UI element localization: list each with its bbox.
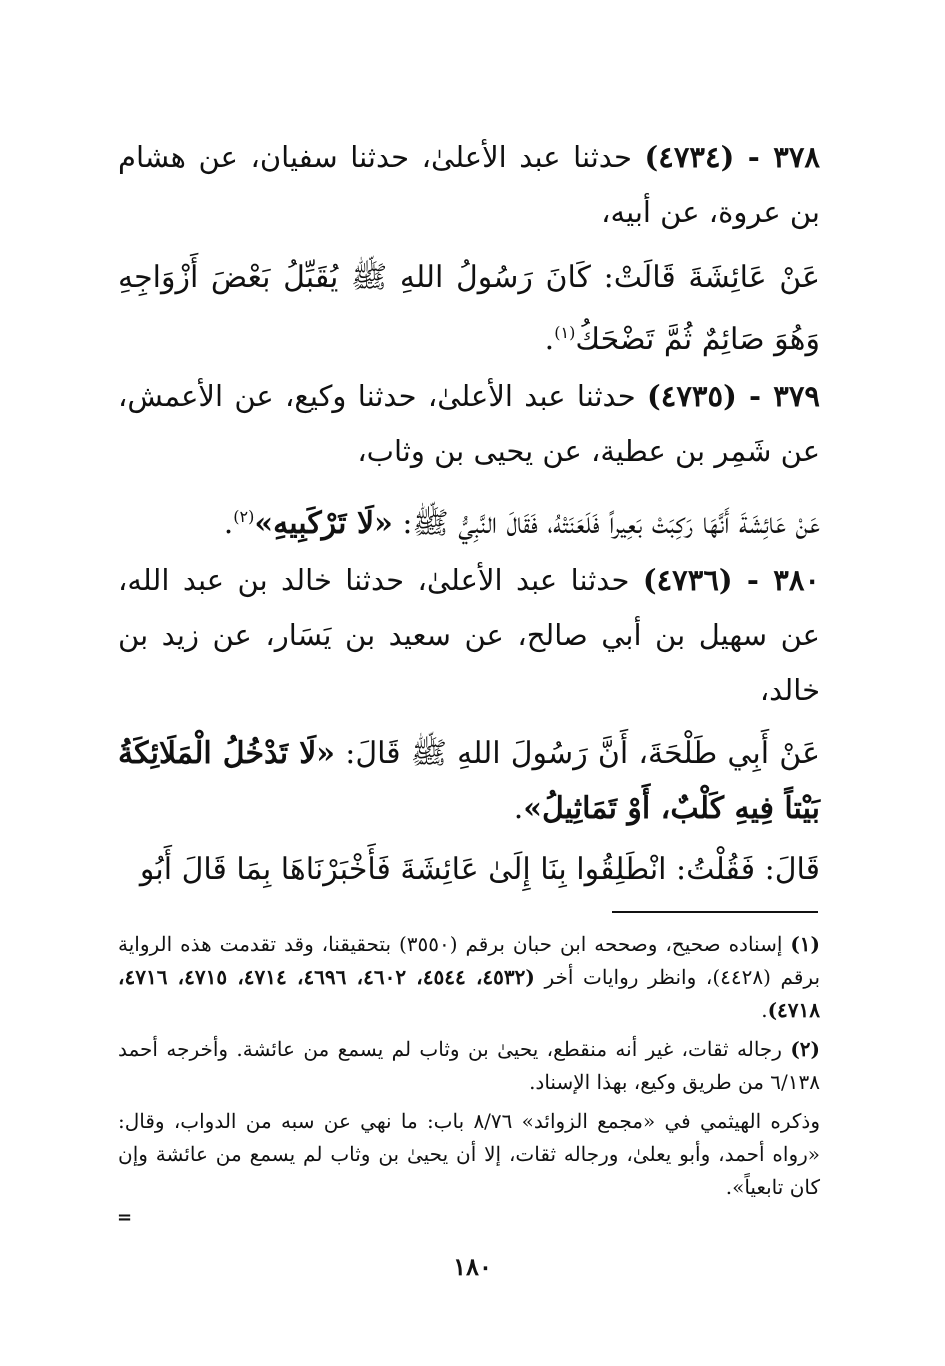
footnote-ref: (٢) [233, 507, 255, 526]
page-number: ١٨٠ [453, 1252, 492, 1281]
continuation-text: قَالَ: فَقُلْتُ: انْطَلِقُوا بِنَا إِلَىٰ عَائِشَةَ فَأَخْبَرْنَاهَا بِمَا قَالَ أَبُو [139, 852, 820, 887]
footnotes [118, 928, 820, 1210]
footnote-text: رجاله ثقات، غير أنه منقطع، يحيىٰ بن وثاب لم يسمع من عائشة. وأخرجه أحمد ٦/١٣٨ من طريق وكيع، بهذا الإسناد. [118, 1037, 820, 1094]
matn-text: عَنْ عَائِشَةَ أَنَّهَا رَكِبَتْ بَعِيراً فَلَعَنَتْهُ، فَقَالَ النَّبِيُّ ﷺ: [392, 506, 820, 541]
sentence-end: . [513, 791, 524, 826]
footnote-text: إسناده صحيح، وصححه ابن حبان برقم (٣٥٥٠) بتحقيقنا، وقد تقدمت هذه الرواية برقم (٤٤٢٨)، وانظر روايات أخر [118, 932, 821, 989]
footnote-ref: (١) [554, 323, 576, 342]
footnote-number: (٢) [790, 1037, 820, 1061]
footnote-2 [118, 1033, 820, 1099]
isnad-text: حدثنا عبد الأعلىٰ، حدثنا خالد بن عبد الله، عن سهيل بن أبي صالح، عن سعيد بن يَسَار، عن زيد بن خالد، [118, 563, 820, 707]
footnote-text: وذكره الهيثمي في «مجمع الزوائد» ٨/٧٦ باب: ما نهي عن سبه من الدواب، وقال: «رواه أحمد، وأبو يعلىٰ، ورجاله ثقات، إلا أن يحيىٰ بن وثاب لم يسمع من عائشة وإن كان تابعياً». [118, 1109, 820, 1199]
matn-text: عَنْ أَبِي طَلْحَةَ، أَنَّ رَسُولَ اللهِ ﷺ قَالَ: [335, 736, 820, 771]
sentence-end: . [544, 322, 555, 357]
footnote-refs: (٤٥٣٢، ٤٥٤٤، ٤٦٠٢، ٤٦٩٦، ٤٧١٤، ٤٧١٥، ٤٧١٦، ٤٧١٨) [118, 965, 820, 1022]
footnote-2-continued [118, 1105, 820, 1204]
hadith-number: ٣٧٨ - (٤٧٣٤) [644, 140, 821, 174]
prophetic-quote: «لَا تَدْخُلُ الْمَلَائِكَةُ بَيْتاً فِيهِ كَلْبٌ، أَوْ تَمَاثِيلُ» [118, 736, 820, 826]
matn-text: عَنْ عَائِشَةَ قَالَتْ: كَانَ رَسُولُ اللهِ ﷺ يُقَبِّلُ بَعْضَ أَزْوَاجِهِ وَهُوَ صَائِمٌ ثُمَّ تَضْحَكُ [118, 260, 820, 357]
hadith-379-matn [118, 489, 820, 551]
hadith-378-isnad [118, 130, 820, 240]
hadith-number: ٣٧٩ - (٤٧٣٥) [647, 379, 821, 413]
hadith-number: ٣٨٠ - (٤٧٣٦) [642, 563, 820, 597]
footnote-separator [612, 911, 818, 913]
sentence-end: . [223, 506, 234, 541]
hadith-378-matn [118, 250, 820, 367]
main-text [118, 130, 820, 897]
sentence-end: . [761, 998, 768, 1022]
footnote-1 [118, 928, 820, 1027]
footnote-number: (١) [790, 932, 821, 956]
hadith-380-continuation [118, 842, 820, 897]
isnad-text: حدثنا عبد الأعلىٰ، حدثنا وكيع، عن الأعمش، عن شَمِر بن عطية، عن يحيى بن وثاب، [118, 379, 820, 468]
hadith-380-matn [118, 726, 820, 836]
isnad-text: حدثنا عبد الأعلىٰ، حدثنا سفيان، عن هشام بن عروة، عن أبيه، [118, 140, 820, 229]
hadith-380-isnad [118, 553, 820, 718]
continuation-mark: = [117, 1207, 133, 1228]
prophetic-quote: «لَا تَرْكَبِيهِ» [254, 506, 393, 541]
hadith-379-isnad [118, 369, 820, 479]
